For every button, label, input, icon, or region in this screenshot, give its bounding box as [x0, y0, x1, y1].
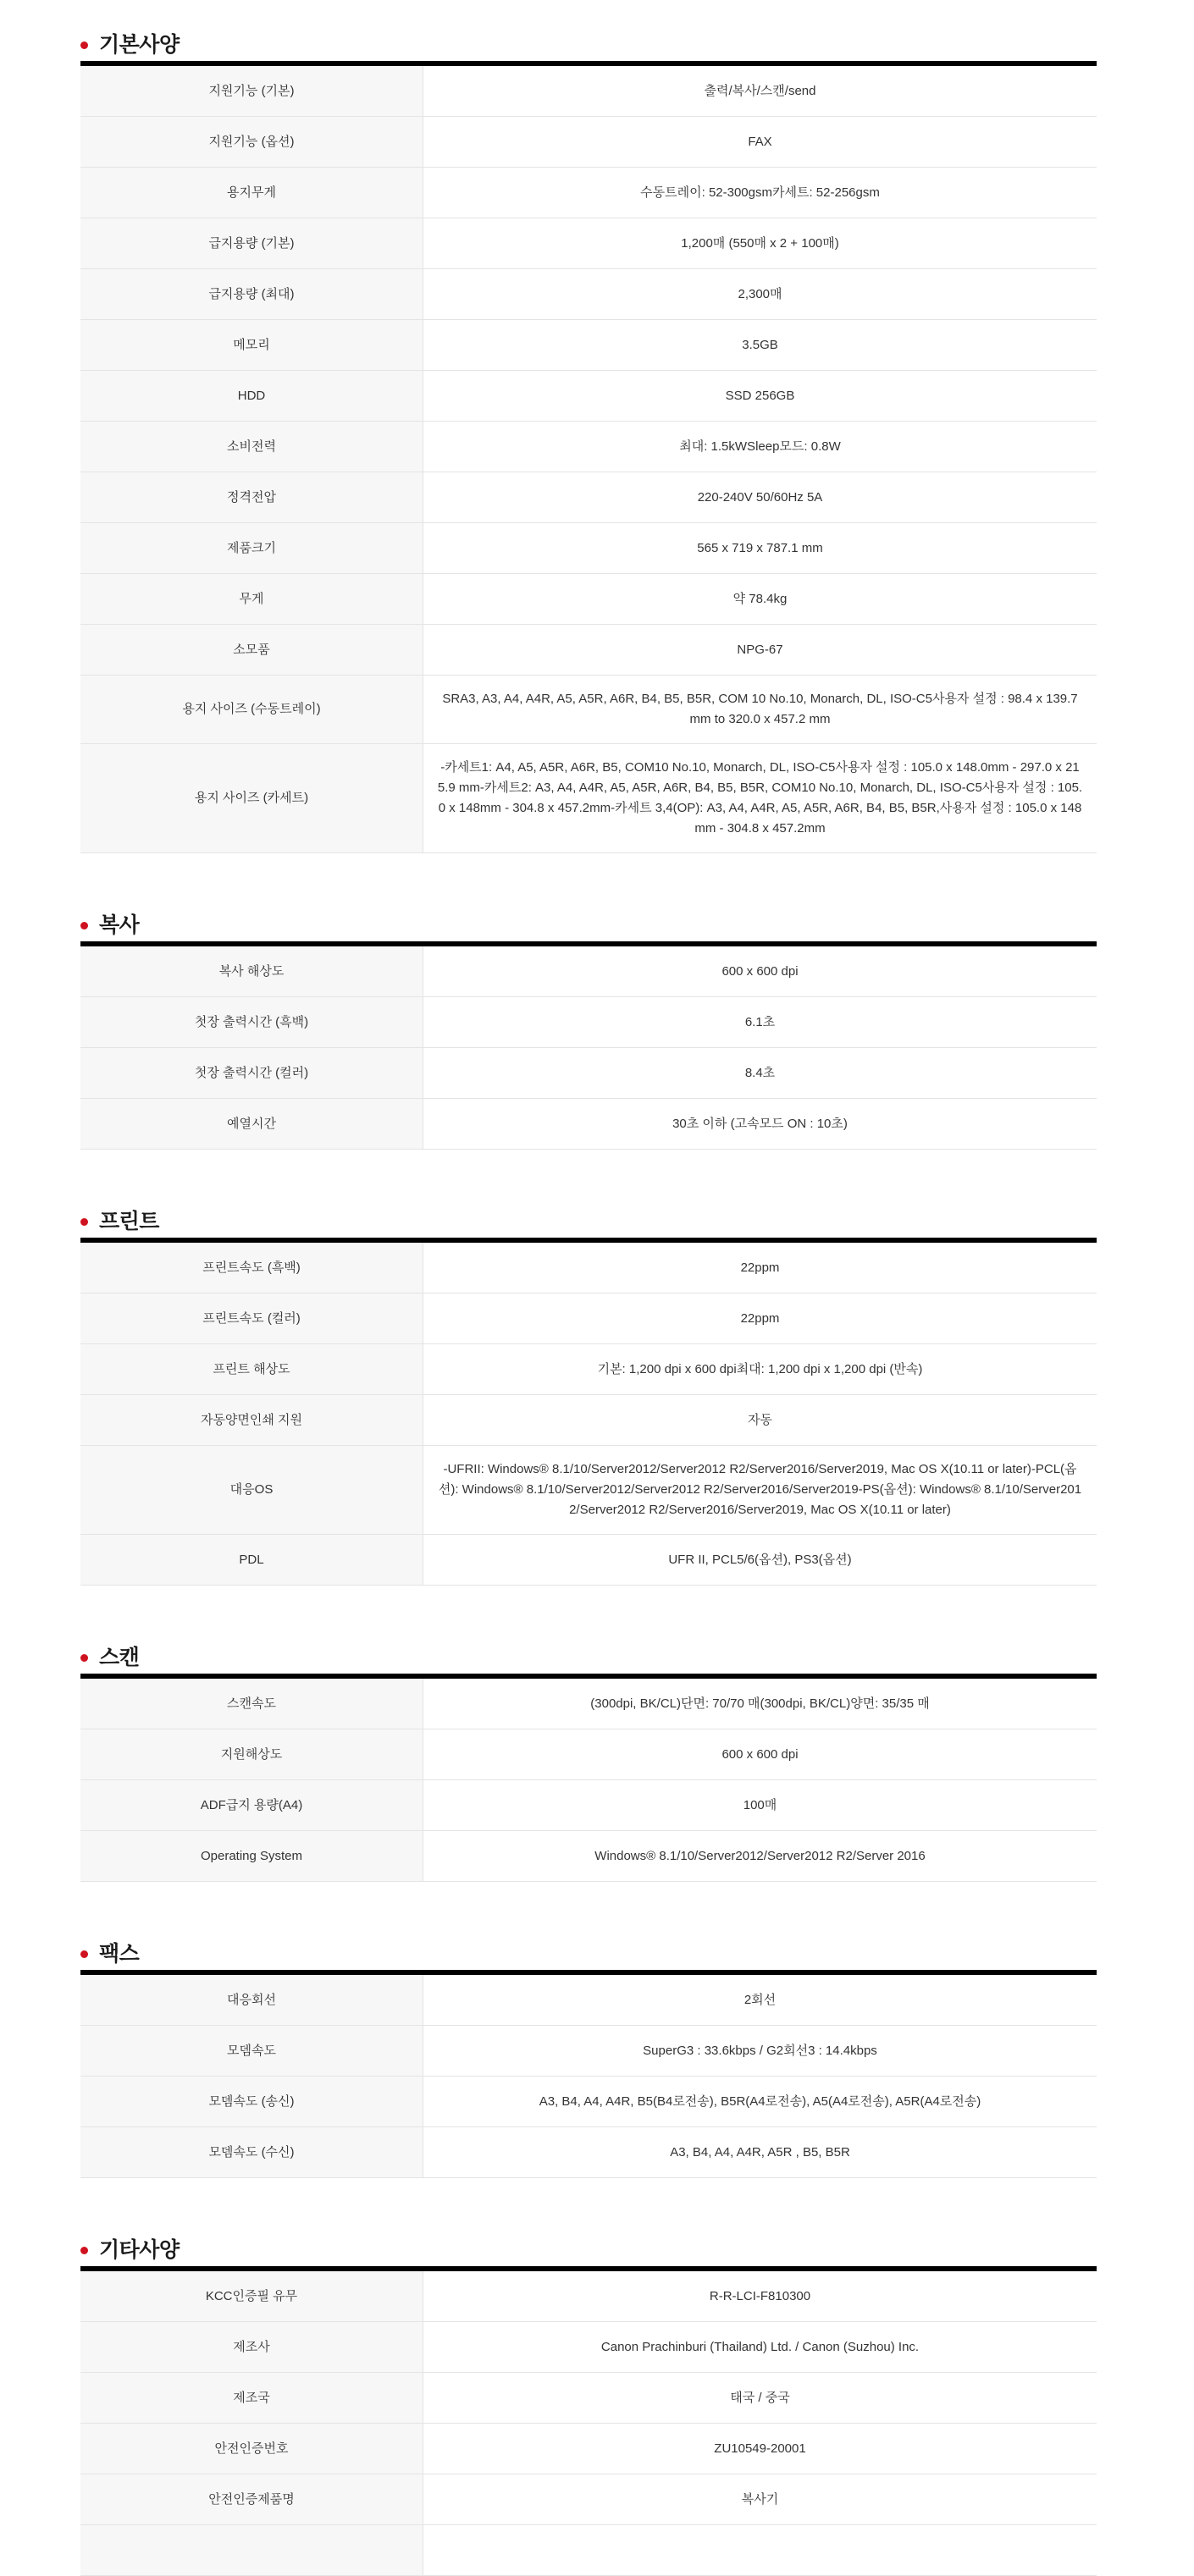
spec-label: 대응회선 [80, 1975, 423, 2025]
table-row [80, 472, 1097, 523]
table-row [80, 2322, 1097, 2373]
spec-table [80, 941, 1097, 1150]
table-row [80, 1975, 1097, 2026]
table-row [80, 997, 1097, 1048]
spec-value: NPG-67 [737, 642, 783, 657]
table-row [80, 1831, 1097, 1882]
red-bullet-icon [80, 1950, 88, 1958]
spec-value: -UFRII: Windows® 8.1/10/Server2012/Server2012 R2/Server2016/Server2019, Mac OS X(10.11 or later)-PCL(옵션): Windows® 8.1/10/Server2012/Server2012 R2/Server2016/Server2019-PS(옵션): Windows® 8.1/10/Server2012/Server2012 R2/Server2016/Server2019, Mac OS X(10.11 or later) [438, 1462, 1082, 1517]
spec-label: Operating System [80, 1831, 423, 1881]
spec-label: 안전인증번호 [80, 2424, 423, 2474]
spec-section [80, 2239, 1194, 2576]
table-row [80, 1294, 1097, 1344]
spec-table [80, 1970, 1097, 2178]
spec-label: PDL [80, 1535, 423, 1585]
spec-label: 첫장 출력시간 (흑백) [80, 997, 423, 1047]
spec-value: UFR II, PCL5/6(옵션), PS3(옵션) [668, 1552, 852, 1567]
section-title: 복사 [99, 913, 140, 937]
section-header [80, 2239, 1194, 2261]
spec-label: 지원기능 (기본) [80, 66, 423, 116]
spec-value: 태국 / 중국 [730, 2390, 790, 2405]
spec-value: (300dpi, BK/CL)단면: 70/70 매(300dpi, BK/CL)양면: 35/35 매 [590, 1696, 930, 1711]
spec-value: 3.5GB [742, 337, 778, 352]
table-row [80, 117, 1097, 168]
spec-section [80, 1647, 1194, 1882]
spec-label: 지원기능 (옵션) [80, 117, 423, 167]
table-row [80, 1099, 1097, 1150]
section-header [80, 1211, 1194, 1233]
spec-value: 220-240V 50/60Hz 5A [697, 489, 823, 505]
spec-value: 8.4초 [744, 1065, 776, 1080]
spec-label: 자동양면인쇄 지원 [80, 1395, 423, 1445]
section-title: 프린트 [99, 1210, 159, 1233]
red-bullet-icon [80, 1654, 88, 1662]
table-row [80, 574, 1097, 625]
spec-value: 22ppm [740, 1310, 780, 1326]
spec-table [80, 61, 1097, 853]
spec-label: 무게 [80, 574, 423, 624]
spec-label: 프린트 해상도 [80, 1344, 423, 1394]
section-title: 기타사양 [99, 2238, 180, 2262]
spec-section [80, 1943, 1194, 2178]
spec-label: 모뎀속도 [80, 2026, 423, 2076]
spec-label: 소모품 [80, 625, 423, 675]
table-row [80, 1729, 1097, 1780]
table-row [80, 1535, 1097, 1586]
table-row [80, 218, 1097, 269]
table-row [80, 523, 1097, 574]
spec-label: 모뎀속도 (송신) [80, 2077, 423, 2126]
spec-value: 565 x 719 x 787.1 mm [697, 540, 823, 555]
section-title: 팩스 [99, 1942, 140, 1966]
section-header [80, 1943, 1194, 1965]
spec-label: 소비전력 [80, 422, 423, 472]
spec-value: 최대: 1.5kWSleep모드: 0.8W [679, 439, 841, 454]
spec-label: ADF급지 용량(A4) [80, 1780, 423, 1830]
spec-section [80, 34, 1194, 853]
table-row [80, 2424, 1097, 2474]
table-row [80, 1446, 1097, 1535]
red-bullet-icon [80, 1218, 88, 1226]
spec-value: -카세트1: A4, A5, A5R, A6R, B5, COM10 No.10, Monarch, DL, ISO-C5사용자 설정 : 105.0 x 148.0mm - 297.0 x 215.9 mm-카세트2: A3, A4, A4R, A5, A5R, A6R, B4, B5, B5R, COM10 No.10, Monarch, DL, ISO-C5사용자 설정 : 105.0 x 148mm - 304.8 x 457.2mm-카세트 3,4(OP): A3, A4, A4R, A5, A5R, A6R, B4, B5, B5R,사용자 설정 : 105.0 x 148mm - 304.8 x 457.2mm [437, 760, 1083, 836]
spec-label: 정격전압 [80, 472, 423, 522]
spec-value [423, 2525, 1097, 2575]
spec-value: 30초 이하 (고속모드 ON : 10초) [672, 1116, 848, 1131]
spec-label: 지원해상도 [80, 1729, 423, 1779]
table-row [80, 946, 1097, 997]
table-row [80, 1395, 1097, 1446]
spec-value: SuperG3 : 33.6kbps / G2회선3 : 14.4kbps [643, 2043, 877, 2058]
spec-table [80, 2266, 1097, 2576]
spec-value: FAX [748, 134, 772, 149]
section-header [80, 914, 1194, 936]
spec-table [80, 1238, 1097, 1586]
spec-label: 제조사 [80, 2322, 423, 2372]
table-row [80, 1780, 1097, 1831]
spec-value: 복사기 [741, 2491, 779, 2507]
spec-page [80, 34, 1194, 2576]
spec-value: 600 x 600 dpi [721, 963, 799, 979]
spec-value: 수동트레이: 52-300gsm카세트: 52-256gsm [640, 185, 880, 200]
spec-label: 용지 사이즈 (카세트) [80, 744, 423, 852]
spec-value: SRA3, A3, A4, A4R, A5, A5R, A6R, B4, B5, B5R, COM 10 No.10, Monarch, DL, ISO-C5사용자 설정 : 98.4 x 139.7 mm to 320.0 x 457.2 mm [442, 692, 1078, 726]
table-row [80, 625, 1097, 676]
spec-label: 스캔속도 [80, 1679, 423, 1729]
spec-value: 자동 [748, 1412, 772, 1427]
spec-label: 급지용량 (기본) [80, 218, 423, 268]
spec-label: 제품크기 [80, 523, 423, 573]
section-header [80, 34, 1194, 56]
table-row [80, 2127, 1097, 2178]
table-row [80, 168, 1097, 218]
table-row [80, 744, 1097, 853]
spec-label: 급지용량 (최대) [80, 269, 423, 319]
spec-value: 6.1초 [744, 1014, 776, 1029]
spec-value: A3, B4, A4, A4R, B5(B4로전송), B5R(A4로전송), A5(A4로전송), A5R(A4로전송) [539, 2093, 981, 2109]
table-row [80, 2474, 1097, 2525]
spec-section [80, 914, 1194, 1150]
table-row [80, 1344, 1097, 1395]
spec-table [80, 1674, 1097, 1882]
table-row [80, 676, 1097, 744]
spec-label: 안전인증제품명 [80, 2474, 423, 2524]
spec-label: 예열시간 [80, 1099, 423, 1149]
spec-section [80, 1211, 1194, 1586]
section-title: 스캔 [99, 1646, 140, 1669]
spec-value: 2,300매 [738, 286, 782, 301]
spec-label: 복사 해상도 [80, 946, 423, 996]
spec-value: A3, B4, A4, A4R, A5R , B5, B5R [670, 2144, 850, 2160]
section-title: 기본사양 [99, 33, 180, 57]
spec-value: 출력/복사/스캔/send [704, 83, 816, 98]
spec-label: 용지 사이즈 (수동트레이) [80, 676, 423, 743]
spec-value: SSD 256GB [725, 388, 795, 403]
spec-label: 메모리 [80, 320, 423, 370]
spec-value: 100매 [743, 1797, 777, 1812]
spec-value: Canon Prachinburi (Thailand) Ltd. / Canon (Suzhou) Inc. [600, 2339, 920, 2354]
table-row [80, 1243, 1097, 1294]
table-row [80, 320, 1097, 371]
table-row [80, 422, 1097, 472]
spec-value: 1,200매 (550매 x 2 + 100매) [681, 235, 839, 251]
spec-value: Windows® 8.1/10/Server2012/Server2012 R2/Server 2016 [594, 1848, 926, 1863]
spec-value: 약 78.4kg [732, 591, 788, 606]
spec-label: 첫장 출력시간 (컬러) [80, 1048, 423, 1098]
spec-label: 대응OS [80, 1446, 423, 1534]
spec-value: R-R-LCI-F810300 [709, 2288, 811, 2303]
spec-value: 기본: 1,200 dpi x 600 dpi최대: 1,200 dpi x 1,200 dpi (반속) [597, 1361, 923, 1376]
spec-value: 22ppm [740, 1260, 780, 1275]
table-row [80, 1679, 1097, 1729]
spec-label: HDD [80, 371, 423, 421]
spec-label [80, 2525, 423, 2575]
table-row [80, 66, 1097, 117]
red-bullet-icon [80, 2247, 88, 2254]
spec-value: ZU10549-20001 [714, 2441, 806, 2456]
red-bullet-icon [80, 41, 88, 49]
spec-label: 모뎀속도 (수신) [80, 2127, 423, 2177]
spec-label: 프린트속도 (흑백) [80, 1243, 423, 1293]
red-bullet-icon [80, 922, 88, 929]
spec-label: 제조국 [80, 2373, 423, 2423]
table-row [80, 371, 1097, 422]
spec-value: 600 x 600 dpi [721, 1746, 799, 1762]
table-row [80, 2077, 1097, 2127]
spec-label: 프린트속도 (컬러) [80, 1294, 423, 1343]
section-header [80, 1647, 1194, 1669]
spec-label: 용지무게 [80, 168, 423, 218]
spec-label: KCC인증필 유무 [80, 2271, 423, 2321]
table-row [80, 2373, 1097, 2424]
spec-value: 2회선 [743, 1992, 777, 2007]
table-row [80, 2026, 1097, 2077]
table-row [80, 2271, 1097, 2322]
table-row [80, 269, 1097, 320]
table-row [80, 1048, 1097, 1099]
table-row [80, 2525, 1097, 2576]
